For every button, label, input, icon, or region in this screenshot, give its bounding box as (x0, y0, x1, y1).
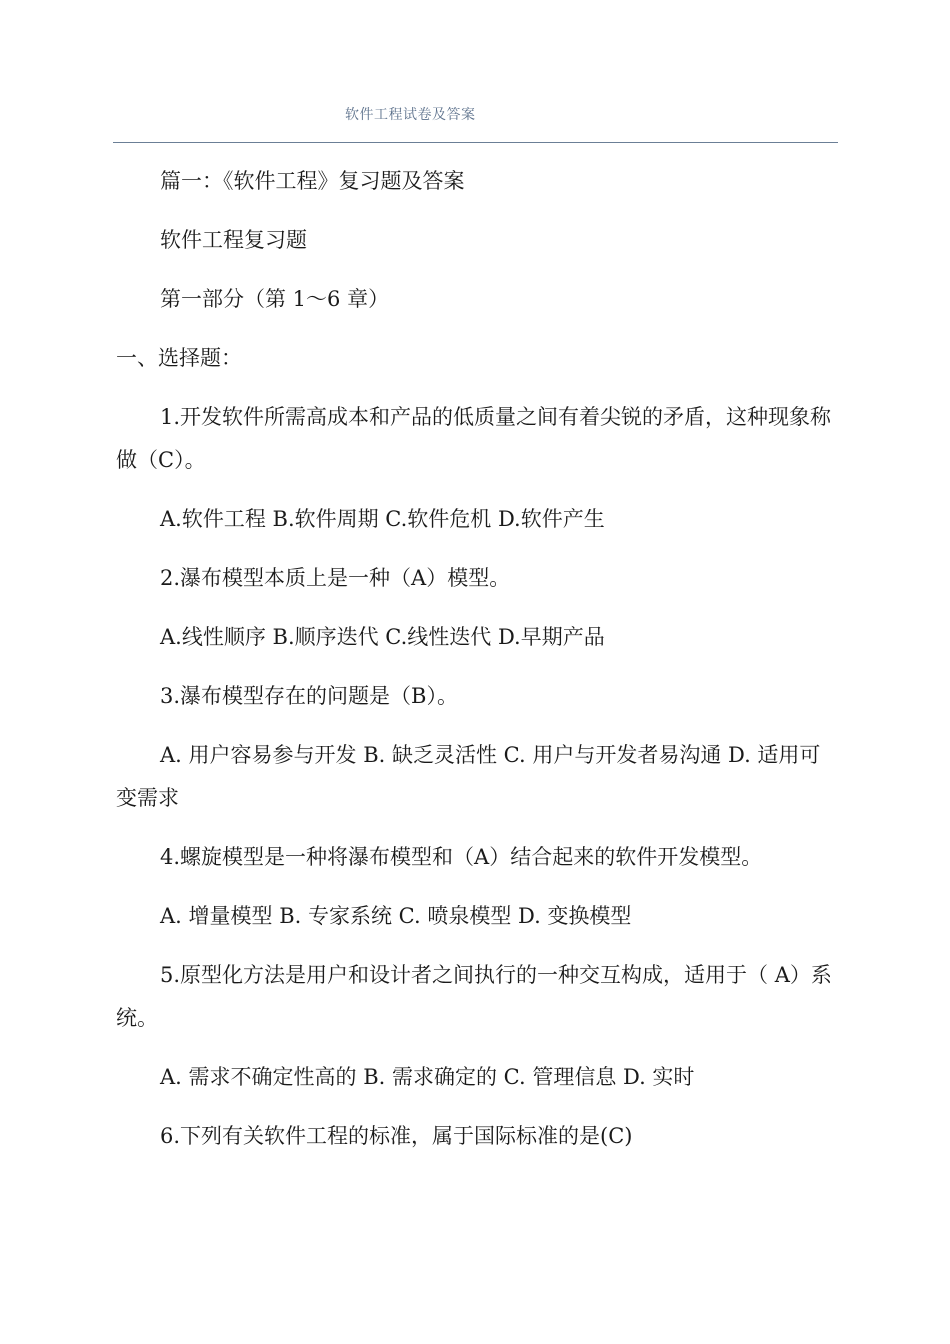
question-2-options: A.线性顺序 B.顺序迭代 C.线性迭代 D.早期产品 (160, 625, 605, 649)
question-4: 4.螺旋模型是一种将瀑布模型和（A）结合起来的软件开发模型。 (160, 845, 763, 869)
document-body (116, 160, 838, 1174)
part-heading: 第一部分（第 1～6 章） (160, 287, 390, 311)
question-1-options: A.软件工程 B.软件周期 C.软件危机 D.软件产生 (160, 507, 605, 531)
question-3: 3.瀑布模型存在的问题是（B）。 (160, 684, 458, 708)
question-4-options: A. 增量模型 B. 专家系统 C. 喷泉模型 D. 变换模型 (160, 904, 632, 928)
question-6: 6.下列有关软件工程的标准，属于国际标准的是(C) (160, 1124, 633, 1148)
question-2: 2.瀑布模型本质上是一种（A）模型。 (160, 566, 511, 590)
question-3-options: A. 用户容易参与开发 B. 缺乏灵活性 C. 用户与开发者易沟通 D. 适用可变需求 (116, 743, 821, 810)
question-5: 5.原型化方法是用户和设计者之间执行的一种交互构成，适用于（ A）系统。 (116, 963, 832, 1030)
document-subtitle: 软件工程复习题 (160, 228, 307, 252)
section-title: 篇一：《软件工程》复习题及答案 (160, 169, 465, 193)
question-5-options: A. 需求不确定性高的 B. 需求确定的 C. 管理信息 D. 实时 (160, 1065, 695, 1089)
document-header-title: 软件工程试卷及答案 (345, 107, 476, 123)
question-1: 1.开发软件所需高成本和产品的低质量之间有着尖锐的矛盾，这种现象称做（C）。 (116, 405, 832, 472)
question-type-heading: 一、选择题： (116, 346, 242, 370)
header-divider (113, 142, 838, 143)
